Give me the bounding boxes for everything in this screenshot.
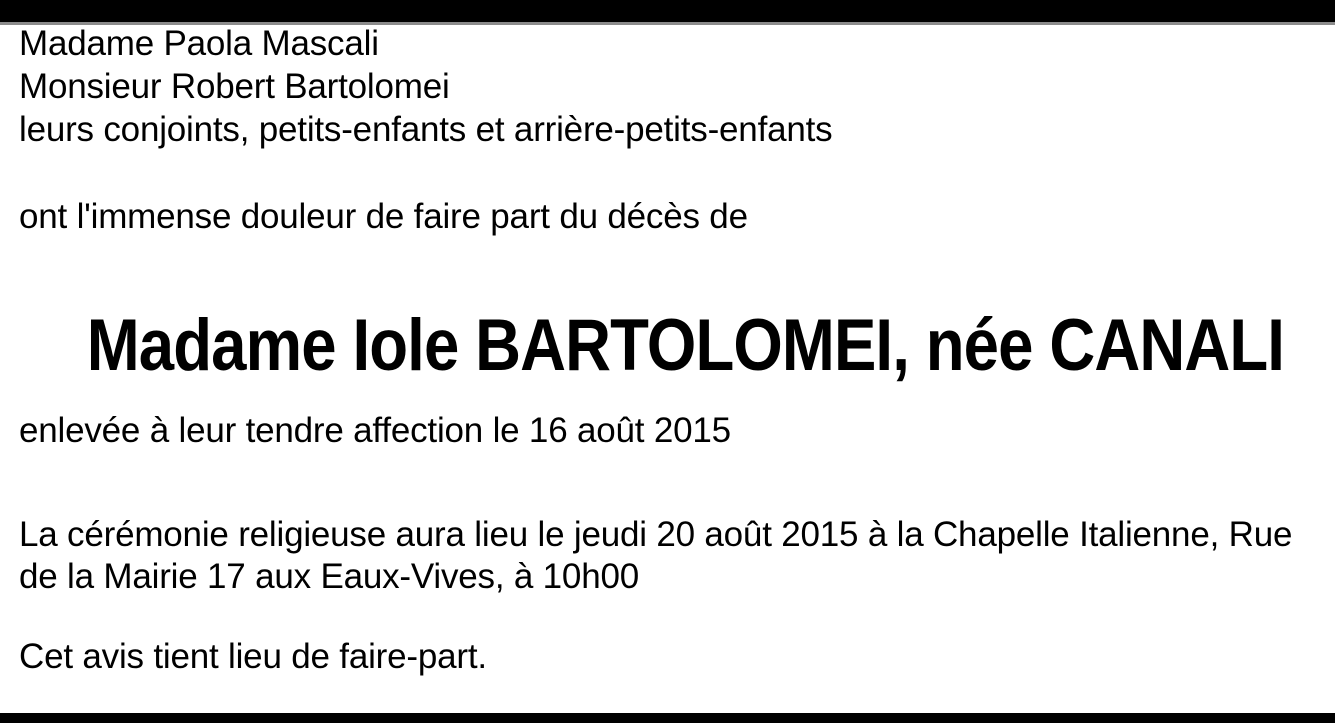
- closing-statement: Cet avis tient lieu de faire-part.: [19, 637, 487, 676]
- deceased-name-title: Madame Iole BARTOLOMEI, née CANALI: [86, 305, 1285, 386]
- family-relations-line: leurs conjoints, petits-enfants et arrière-petits-enfants: [19, 110, 833, 149]
- announcement-line: ont l'immense douleur de faire part du décès de: [19, 197, 748, 236]
- ceremony-line: de la Mairie 17 aux Eaux-Vives, à 10h00: [19, 557, 639, 596]
- death-date-line: enlevée à leur tendre affection le 16 août 2015: [19, 411, 731, 450]
- family-members-block: [19, 22, 832, 151]
- ceremony-line: La cérémonie religieuse aura lieu le jeudi 20 août 2015 à la Chapelle Italienne, Rue: [19, 515, 1293, 554]
- family-member-line: Monsieur Robert Bartolomei: [19, 67, 450, 106]
- bottom-border-bar: [0, 713, 1335, 723]
- family-member-line: Madame Paola Mascali: [19, 24, 379, 63]
- ceremony-details-block: [19, 514, 1292, 598]
